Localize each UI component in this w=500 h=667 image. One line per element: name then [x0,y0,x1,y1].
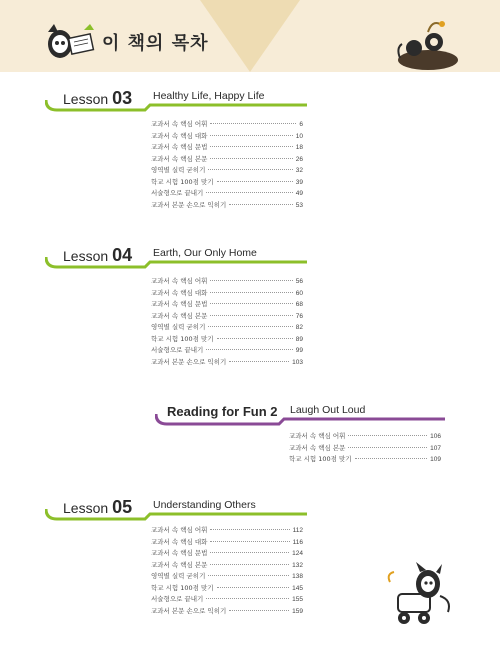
reading-for-fun-heading: Reading for Fun 2 [167,404,278,419]
entry-list [151,119,303,211]
toc-entry[interactable]: 교과서 속 핵심 어휘 6 [151,120,303,128]
toc-entry[interactable]: 서술형으로 끝내기 155 [151,595,303,603]
section-bar [45,257,307,271]
toc-entry[interactable]: 교과서 속 핵심 대화 116 [151,537,303,546]
lesson-title: Healthy Life, Happy Life [153,90,265,102]
entry-list [289,431,441,466]
section-bar [45,509,307,523]
toc-entry[interactable]: 교과서 속 핵심 본문 132 [151,560,303,569]
toc-entry[interactable]: 교과서 본문 손으로 익히기 159 [151,606,303,615]
toc-entry[interactable]: 교과서 속 핵심 본문 76 [151,311,303,320]
toc-entry[interactable]: 교과서 속 핵심 본문 26 [151,154,303,163]
plant-decoration-icon [388,18,460,70]
toc-entry[interactable]: 서술형으로 끝내기 49 [151,189,303,197]
lesson-heading: Lesson 03 [63,88,133,108]
section-bar [45,100,307,114]
entry-list [151,276,303,368]
toc-entry[interactable]: 학교 시험 100점 맞기 109 [289,455,441,463]
toc-entry[interactable]: 교과서 본문 손으로 익히기 103 [151,357,303,366]
reading-for-fun-section [155,400,447,470]
toc-entry[interactable]: 교과서 속 핵심 본문 107 [289,443,441,452]
lesson-heading: Lesson 04 [63,245,133,265]
toc-entry[interactable]: 교과서 속 핵심 어휘 106 [289,432,441,440]
toc-entry[interactable]: 교과서 속 핵심 대화 60 [151,288,303,297]
toc-entry[interactable]: 영역별 실력 굳히기 32 [151,166,303,174]
lesson-heading: Lesson 05 [63,497,133,517]
toc-entry[interactable]: 서술형으로 끝내기 99 [151,346,303,354]
toc-entry[interactable]: 학교 시험 100점 맞기 89 [151,334,303,343]
toc-entry[interactable]: 교과서 본문 손으로 익히기 53 [151,200,303,209]
lesson-title: Understanding Others [153,499,256,511]
toc-entry[interactable]: 교과서 속 핵심 문법 68 [151,300,303,308]
toc-entry[interactable]: 영역별 실력 굳히기 82 [151,323,303,331]
lesson-03-section [45,88,310,208]
mascot-cart-icon [380,560,460,630]
toc-entry[interactable]: 영역별 실력 굳히기 138 [151,572,303,580]
section-bar [155,414,445,428]
toc-entry[interactable]: 교과서 속 핵심 어휘 56 [151,277,303,285]
toc-entry[interactable]: 교과서 속 핵심 어휘 112 [151,526,303,534]
toc-entry[interactable]: 교과서 속 핵심 문법 18 [151,143,303,151]
lesson-04-section [45,245,310,375]
lesson-title: Earth, Our Only Home [153,247,257,259]
lesson-05-section [45,497,310,627]
toc-entry[interactable]: 학교 시험 100점 맞기 145 [151,583,303,592]
entry-list [151,525,303,617]
toc-entry[interactable]: 학교 시험 100점 맞기 39 [151,177,303,186]
toc-entry[interactable]: 교과서 속 핵심 문법 124 [151,549,303,557]
toc-title [40,22,208,62]
page-title: 이 책의 목차 [102,33,209,54]
toc-entry[interactable]: 교과서 속 핵심 대화 10 [151,131,303,140]
mascot-reading-icon [40,22,100,62]
reading-for-fun-title: Laugh Out Loud [290,404,366,416]
